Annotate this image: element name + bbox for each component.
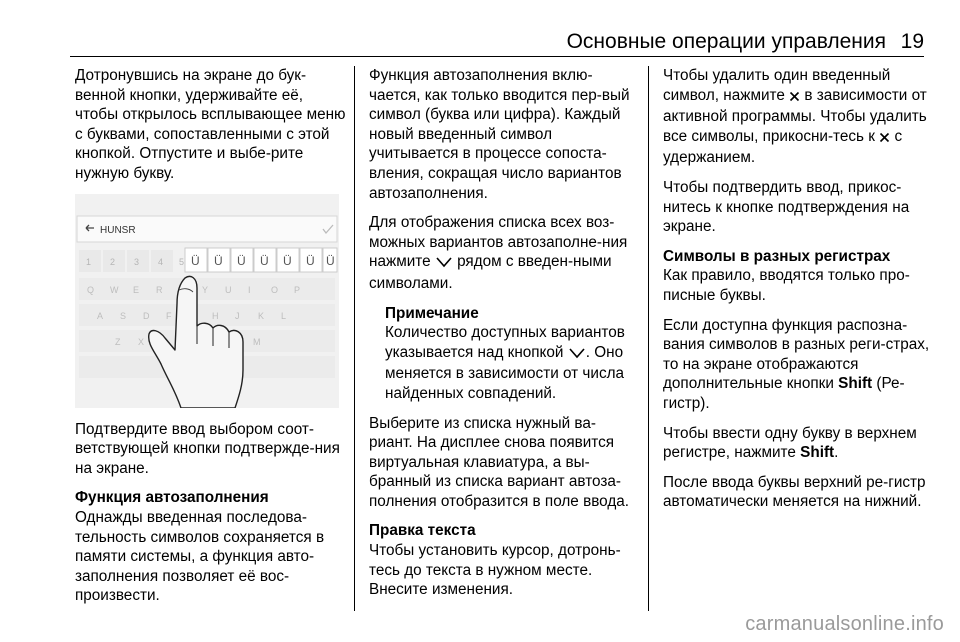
paragraph: Однажды введенная последова-тельность символов сохраняется в памяти системы, а функция авто-заполнения позволяет её вос-произвести. (75, 508, 325, 605)
popup-key-label: Ü (191, 253, 200, 268)
paragraph: Для отображения списка всех воз-можных вариантов автозаполне-ния нажмите рядом с введен-ными символами. (369, 214, 628, 292)
input-field-text: HUNSR (100, 224, 136, 236)
key-label: D (143, 310, 150, 321)
paragraph: Чтобы установить курсор, дотронь-тесь до текста в нужном месте. Внесите изменения. (369, 542, 621, 599)
shift-label: Shift (838, 375, 873, 393)
key-label: E (133, 284, 140, 295)
keyboard-illustration (75, 194, 339, 408)
section-heading: Правка текста (369, 522, 476, 540)
popup-key-label: Ü (260, 253, 269, 268)
paragraph: Подтвердите ввод выбором соот-ветствующей кнопки подтвержде-ния на экране. (75, 420, 340, 477)
key-label: 3 (134, 256, 140, 267)
close-icon (879, 129, 890, 149)
key-label: R (156, 284, 163, 295)
key-label: L (281, 310, 287, 321)
key-label: F (166, 310, 172, 321)
chevron-down-icon (435, 254, 453, 274)
shift-label: Shift (800, 444, 835, 462)
paragraph: Выберите из списка нужный ва-риант. На дисплее снова появится виртуальная клавиатура, а вы-бранный из списка вариант автоза-полнения отобразится в поле ввода. (369, 414, 630, 510)
paragraph: Функция автозаполнения вклю-чается, как только вводится пер-вый символ (буква или цифра). Каждый новый введенный символ учитывается в процессе сопоста-вления, сокращая число вариантов автозаполнения. (369, 67, 630, 202)
popup-key-label: Ü (283, 253, 292, 268)
paragraph: Чтобы удалить один введенный символ, нажмите в зависимости от активной программы. Чтобы удалить все символы, прикосни-тесь к с удержанием. (663, 67, 927, 167)
note-title: Примечание (385, 304, 479, 322)
page-number: 19 (900, 30, 924, 53)
key-label: W (110, 284, 119, 295)
key-label: 2 (110, 256, 116, 267)
close-icon (789, 88, 800, 108)
keyboard-figure-svg (75, 194, 339, 408)
key-label: K (258, 310, 265, 321)
key-label: J (235, 310, 240, 321)
paragraph: Если доступна функция распозна-вания символов в разных реги-страх, то на экране отображаются дополнительные кнопки Shift (Ре-гистр). (663, 316, 930, 412)
paragraph: Чтобы ввести одну букву в верхнем регистре, нажмите Shift. (663, 424, 917, 462)
column-1 (75, 66, 347, 616)
page-header (0, 0, 960, 56)
key-label: U (225, 284, 232, 295)
key-label: M (253, 336, 261, 347)
section-heading: Символы в разных регистрах (663, 247, 891, 265)
key-label: H (212, 310, 219, 321)
section-heading: Функция автозаполнения (75, 489, 269, 507)
note-text: Количество доступных вариантов указывается над кнопкой . Оно меняется в зависимости от числа найденных совпадений. (385, 324, 625, 402)
paragraph: Дотронувшись на экране до бук-венной кнопки, удерживайте её, чтобы открылось всплывающее меню с буквами, сопоставленными с этой кнопкой. Отпустите и выбе-рите нужную букву. (75, 67, 346, 182)
watermark: carmanualsonline.info (745, 613, 944, 635)
chevron-down-icon (568, 345, 586, 365)
note-block (369, 304, 639, 404)
popup-key-label: Ü (214, 253, 223, 268)
column-3 (663, 66, 941, 522)
key-label: P (294, 284, 301, 295)
paragraph: Как правило, вводятся только про-писные буквы. (663, 267, 910, 304)
key-label: 1 (86, 256, 92, 267)
paragraph: После ввода буквы верхний ре-гистр автоматически меняется на нижний. (663, 473, 926, 511)
key-label: O (271, 284, 279, 295)
popup-key-label: Ü (237, 253, 246, 268)
key-label: Z (115, 336, 121, 347)
key-label: X (138, 336, 145, 347)
key-label: Q (87, 284, 95, 295)
key-label: 5 (179, 256, 185, 267)
popup-key-label: Ü (306, 253, 315, 268)
key-label: A (97, 310, 104, 321)
page-title: Основные операции управления (566, 30, 886, 53)
paragraph: Чтобы подтвердить ввод, прикос-нитесь к кнопке подтверждения на экране. (663, 178, 910, 236)
key-label: S (120, 310, 127, 321)
key-label: I (248, 284, 251, 295)
column-divider (648, 66, 649, 611)
key-label: 4 (158, 256, 164, 267)
column-divider (354, 66, 355, 611)
key-label: Y (202, 284, 209, 295)
popup-key-label: Ü (326, 253, 335, 268)
column-2 (369, 66, 639, 610)
header-divider (70, 56, 924, 57)
